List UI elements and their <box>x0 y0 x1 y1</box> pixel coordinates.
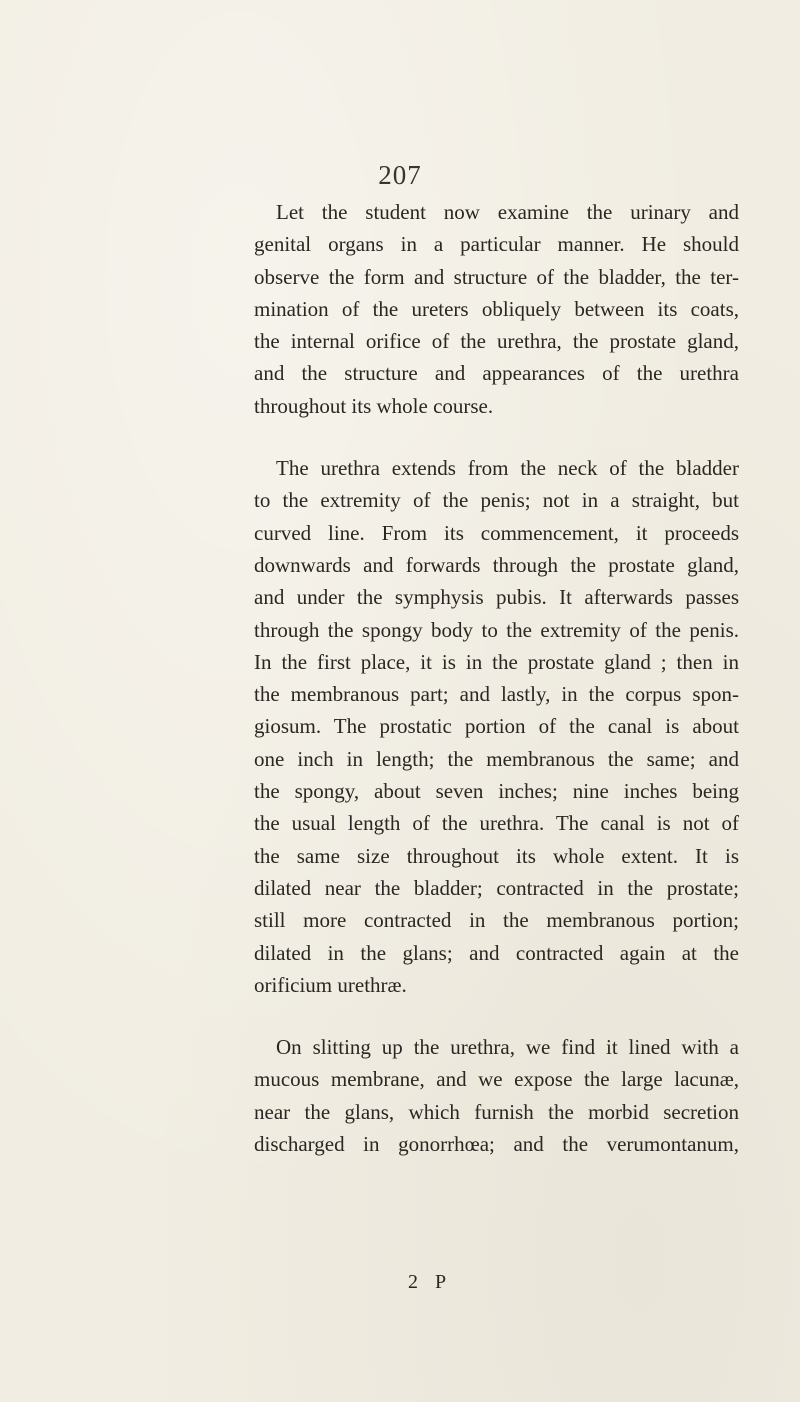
text-line: The urethra extends from the neck of the bladder <box>276 456 739 481</box>
text-line: the internal orifice of the urethra, the prostate gland, <box>254 329 739 354</box>
text-line: to the extremity of the penis; not in a straight, but <box>254 488 739 513</box>
text-line: Let the student now examine the urinary and <box>276 200 739 224</box>
text-line: In the first place, it is in the prostate gland ; then in <box>254 649 739 674</box>
text-line: and under the symphysis pubis. It afterwards passes <box>254 585 739 610</box>
text-line: still more contracted in the membranous portion; <box>254 908 739 933</box>
paragraph-2 <box>254 452 739 1001</box>
text-line: the spongy, about seven inches; nine inches being <box>254 779 739 804</box>
signature-mark <box>0 1271 800 1294</box>
text-line: On slitting up the urethra, we find it lined with a <box>276 1035 739 1060</box>
page-number: 207 <box>378 160 422 190</box>
text-line: mination of the ureters obliquely between its coats, <box>254 296 739 321</box>
text-line: discharged in gonorrhœa; and the verumontanum, <box>254 1132 739 1157</box>
text-line: and the structure and appearances of the urethra <box>254 361 739 386</box>
text-line: orificium urethræ. <box>254 972 407 997</box>
text-line: near the glans, which furnish the morbid secretion <box>254 1099 739 1124</box>
text-line: the membranous part; and lastly, in the corpus spon- <box>254 682 739 707</box>
paragraph-gap <box>254 422 739 452</box>
text-line: curved line. From its commencement, it proceeds <box>254 520 739 545</box>
text-line: downwards and forwards through the prostate gland, <box>254 552 739 577</box>
text-line: mucous membrane, and we expose the large lacunæ, <box>254 1067 739 1092</box>
text-line: the same size throughout its whole extent. It is <box>254 843 739 868</box>
body-text <box>254 196 739 1160</box>
paragraph-gap <box>254 1001 739 1031</box>
text-line: one inch in length; the membranous the same; and <box>254 746 739 771</box>
text-line: dilated near the bladder; contracted in the prostate; <box>254 875 739 900</box>
paragraph-3 <box>254 1031 739 1160</box>
text-line: genital organs in a particular manner. He should <box>254 232 739 257</box>
text-line: the usual length of the urethra. The canal is not of <box>254 811 739 836</box>
text-line: observe the form and structure of the bladder, the ter- <box>254 264 739 289</box>
text-line: giosum. The prostatic portion of the canal is about <box>254 714 739 739</box>
text-line: dilated in the glans; and contracted again at the <box>254 940 739 965</box>
text-line: through the spongy body to the extremity of the penis. <box>254 617 739 642</box>
text-line: throughout its whole course. <box>254 393 494 418</box>
paragraph-1 <box>254 196 739 422</box>
signature-mark-text: 2 P <box>407 1271 453 1293</box>
